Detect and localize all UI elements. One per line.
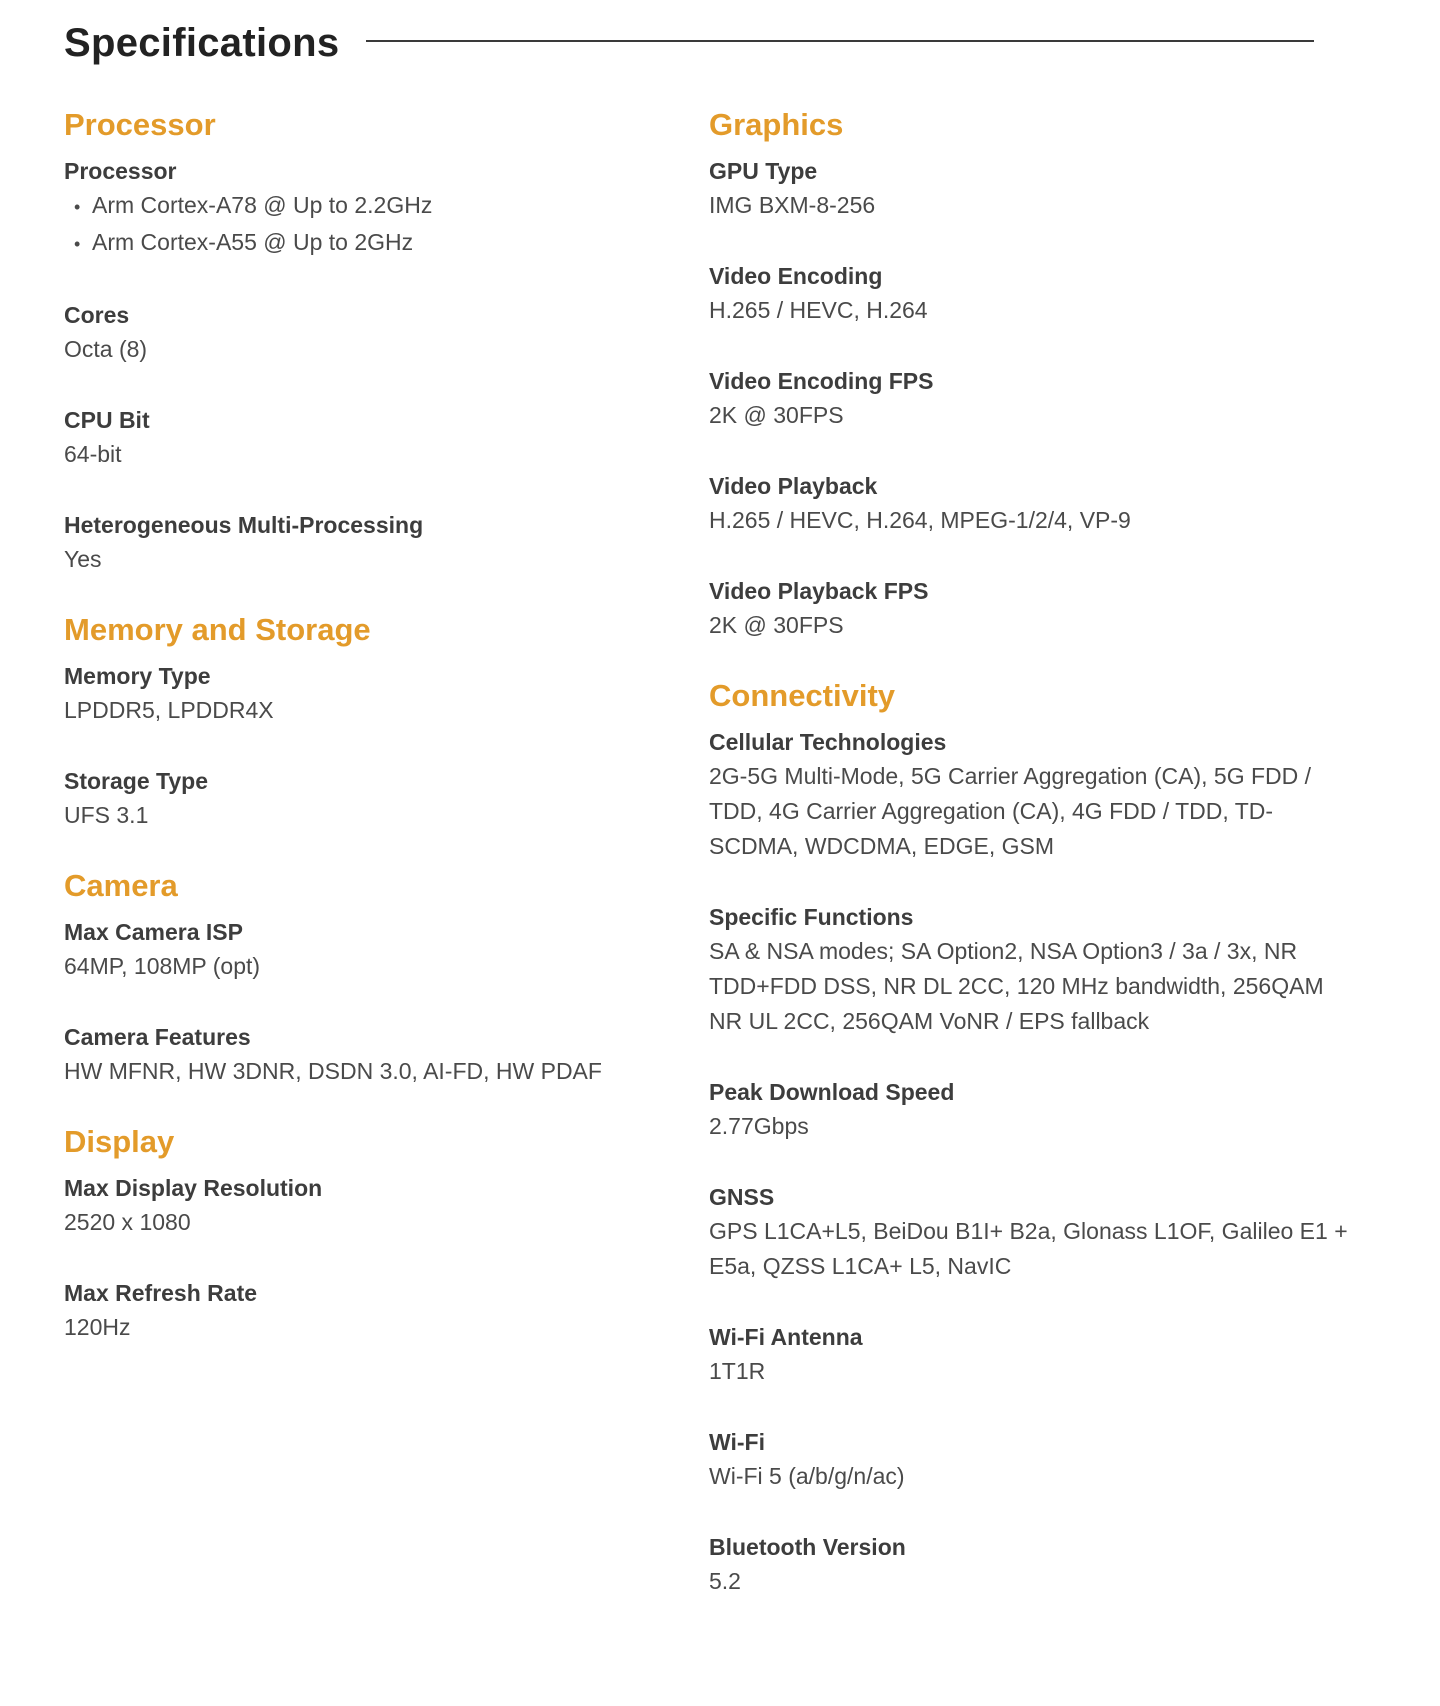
right-column	[709, 100, 1349, 1635]
spec-storage-type	[64, 764, 664, 833]
spec-value: 120Hz	[64, 1314, 131, 1340]
spec-value: 2K @ 30FPS	[709, 612, 844, 638]
section-processor	[64, 100, 664, 577]
spec-label: GNSS	[709, 1184, 775, 1210]
section-heading-display: Display	[64, 1124, 175, 1159]
section-display	[64, 1117, 664, 1345]
spec-max-refresh-rate	[64, 1276, 664, 1345]
spec-video-encoding-fps	[709, 364, 1349, 433]
spec-label: CPU Bit	[64, 407, 150, 433]
spec-wifi	[709, 1425, 1349, 1494]
section-memory-storage	[64, 605, 664, 833]
spec-value: Wi-Fi 5 (a/b/g/n/ac)	[709, 1463, 905, 1489]
spec-value: 2K @ 30FPS	[709, 402, 844, 428]
spec-value: LPDDR5, LPDDR4X	[64, 697, 274, 723]
spec-cores	[64, 298, 664, 367]
spec-peak-download-speed	[709, 1075, 1349, 1144]
spec-value: Arm Cortex-A55 @ Up to 2GHz	[92, 229, 414, 255]
spec-value: H.265 / HEVC, H.264, MPEG-1/2/4, VP-9	[709, 507, 1131, 533]
spec-max-display-resolution	[64, 1171, 664, 1240]
spec-value: HW MFNR, HW 3DNR, DSDN 3.0, AI-FD, HW PDAF	[64, 1058, 602, 1084]
spec-bluetooth-version	[709, 1530, 1349, 1599]
spec-label: Camera Features	[64, 1024, 251, 1050]
spec-memory-type	[64, 659, 664, 728]
spec-wifi-antenna	[709, 1320, 1349, 1389]
spec-label: Bluetooth Version	[709, 1534, 906, 1560]
spec-value: 2.77Gbps	[709, 1113, 809, 1139]
spec-value: 2G-5G Multi-Mode, 5G Carrier Aggregation (CA), 5G FDD / TDD, 4G Carrier Aggregation (CA), 4G FDD / TDD, TD-SCDMA, WDCDMA, EDGE, GSM	[709, 763, 1312, 859]
section-camera	[64, 861, 664, 1089]
spec-video-playback	[709, 469, 1349, 538]
spec-value: SA & NSA modes; SA Option2, NSA Option3 / 3a / 3x, NR TDD+FDD DSS, NR DL 2CC, 120 MHz bandwidth, 256QAM NR UL 2CC, 256QAM VoNR / EPS fallback	[709, 938, 1324, 1034]
spec-value: IMG BXM-8-256	[709, 192, 876, 218]
section-heading-processor: Processor	[64, 107, 216, 142]
bullet-icon: •	[74, 234, 81, 254]
spec-specific-functions	[709, 900, 1349, 1039]
spec-value: H.265 / HEVC, H.264	[709, 297, 928, 323]
spec-video-encoding	[709, 259, 1349, 328]
spec-value: Yes	[64, 546, 102, 572]
spec-label: Video Playback FPS	[709, 578, 929, 604]
spec-label: Max Camera ISP	[64, 919, 243, 945]
bullet-icon: •	[74, 197, 81, 217]
spec-value: 5.2	[709, 1568, 741, 1594]
section-graphics	[709, 100, 1349, 643]
spec-label: Storage Type	[64, 768, 208, 794]
spec-processor	[64, 154, 664, 262]
spec-value: Octa (8)	[64, 336, 148, 362]
section-heading-connectivity: Connectivity	[709, 678, 896, 713]
section-connectivity	[709, 671, 1349, 1599]
spec-label: Memory Type	[64, 663, 211, 689]
spec-label: Video Encoding	[709, 263, 883, 289]
spec-max-camera-isp	[64, 915, 664, 984]
spec-video-playback-fps	[709, 574, 1349, 643]
spec-value: UFS 3.1	[64, 802, 149, 828]
section-heading-memory-storage: Memory and Storage	[64, 612, 371, 647]
spec-camera-features	[64, 1020, 664, 1089]
list-item	[74, 188, 664, 225]
spec-gnss	[709, 1180, 1349, 1284]
spec-cpu-bit	[64, 403, 664, 472]
spec-label: Video Encoding FPS	[709, 368, 934, 394]
spec-cellular-technologies	[709, 725, 1349, 864]
spec-label: Wi-Fi Antenna	[709, 1324, 863, 1350]
spec-value: 1T1R	[709, 1358, 766, 1384]
spec-value: Arm Cortex-A78 @ Up to 2.2GHz	[92, 192, 433, 218]
spec-label: Processor	[64, 158, 177, 184]
list-item	[74, 225, 664, 262]
spec-label: Cellular Technologies	[709, 729, 947, 755]
spec-label: GPU Type	[709, 158, 818, 184]
spec-value: 2520 x 1080	[64, 1209, 191, 1235]
spec-label: Heterogeneous Multi-Processing	[64, 512, 424, 538]
title-divider	[366, 40, 1314, 42]
section-heading-graphics: Graphics	[709, 107, 844, 142]
spec-label: Wi-Fi	[709, 1429, 765, 1455]
left-column	[64, 100, 664, 1381]
spec-gpu-type	[709, 154, 1349, 223]
spec-label: Video Playback	[709, 473, 878, 499]
spec-label: Max Display Resolution	[64, 1175, 323, 1201]
processor-bullet-list	[64, 188, 664, 262]
spec-hmp	[64, 508, 664, 577]
section-heading-camera: Camera	[64, 868, 178, 903]
page-title: Specifications	[64, 21, 340, 65]
spec-label: Cores	[64, 302, 130, 328]
spec-value: 64-bit	[64, 441, 122, 467]
spec-label: Peak Download Speed	[709, 1079, 955, 1105]
spec-label: Specific Functions	[709, 904, 914, 930]
page-header	[64, 8, 1314, 78]
spec-value: 64MP, 108MP (opt)	[64, 953, 261, 979]
spec-value: GPS L1CA+L5, BeiDou B1I+ B2a, Glonass L1OF, Galileo E1 + E5a, QZSS L1CA+ L5, NavIC	[709, 1218, 1348, 1279]
spec-label: Max Refresh Rate	[64, 1280, 258, 1306]
